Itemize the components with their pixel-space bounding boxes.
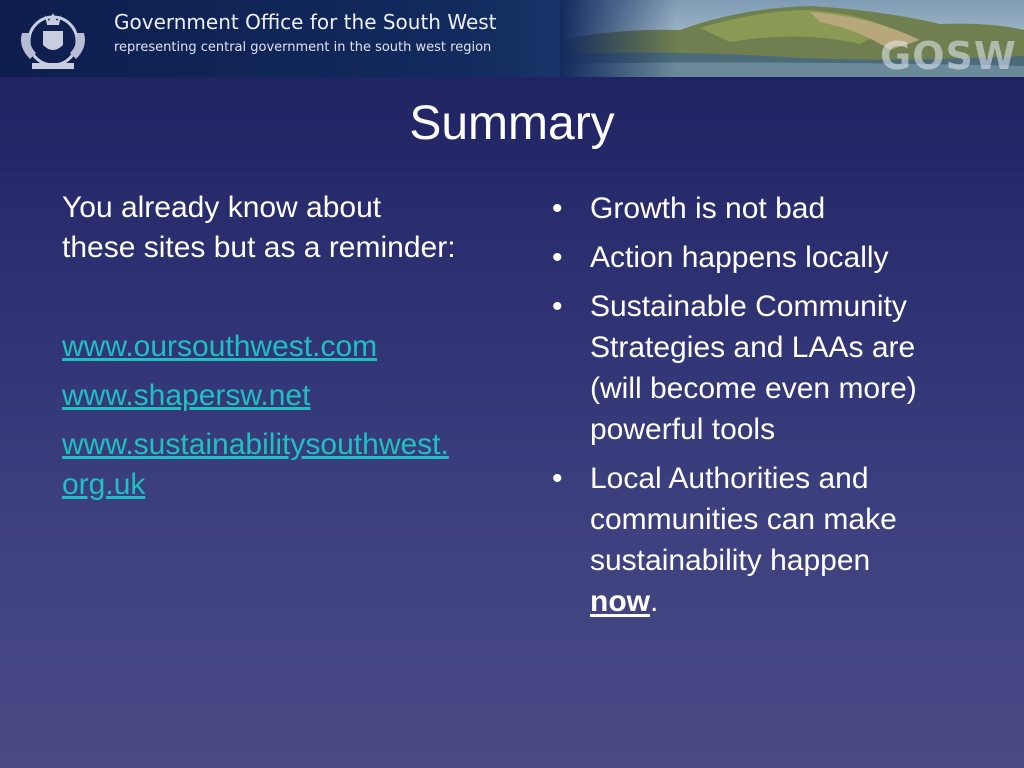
link-line: www.sustainabilitysouthwest. xyxy=(62,428,449,461)
bullet-text: (will become even more) xyxy=(590,372,917,405)
link-line: www.shapersw.net xyxy=(62,379,311,412)
intro-line: You already know about xyxy=(62,191,382,224)
bullet-item xyxy=(548,286,988,450)
link-line: www.oursouthwest.com xyxy=(62,330,378,363)
link-shapersw[interactable] xyxy=(62,376,522,416)
intro-line: these sites but as a reminder: xyxy=(62,231,456,264)
gosw-logo: GOSW xyxy=(880,34,1017,77)
bullet-text: communities can make xyxy=(590,503,897,536)
bullet-text: sustainability happen xyxy=(590,544,871,577)
bullet-item xyxy=(548,458,988,622)
bullet-icon: • xyxy=(552,290,563,323)
bullet-icon: • xyxy=(552,192,563,225)
slide-title: Summary xyxy=(409,97,615,150)
bullet-text: powerful tools xyxy=(590,413,776,446)
header-banner xyxy=(0,0,1024,77)
royal-crest-icon xyxy=(10,3,96,73)
bullet-text: Action happens locally xyxy=(590,241,889,274)
bullet-text: Local Authorities and xyxy=(590,462,869,495)
organisation-subtitle: representing central government in the south west region xyxy=(114,40,492,55)
bullet-icon: • xyxy=(552,462,563,495)
emphasis-now: now xyxy=(590,585,650,618)
bullet-text: Growth is not bad xyxy=(590,192,826,225)
bullet-item xyxy=(548,188,988,229)
left-column xyxy=(62,188,522,514)
link-line: org.uk xyxy=(62,468,146,501)
link-oursouthwest[interactable] xyxy=(62,327,522,367)
organisation-title: Government Office for the South West xyxy=(114,10,497,34)
bullet-item xyxy=(548,237,988,278)
bullet-text: Strategies and LAAs are xyxy=(590,331,916,364)
bullet-final-line xyxy=(590,581,988,622)
bullet-list xyxy=(548,188,988,630)
link-sustainabilitysouthwest[interactable] xyxy=(62,425,522,505)
bullet-icon: • xyxy=(552,241,563,274)
bullet-text: Sustainable Community xyxy=(590,290,907,323)
bullet-suffix: . xyxy=(650,585,659,618)
intro-text xyxy=(62,188,522,268)
